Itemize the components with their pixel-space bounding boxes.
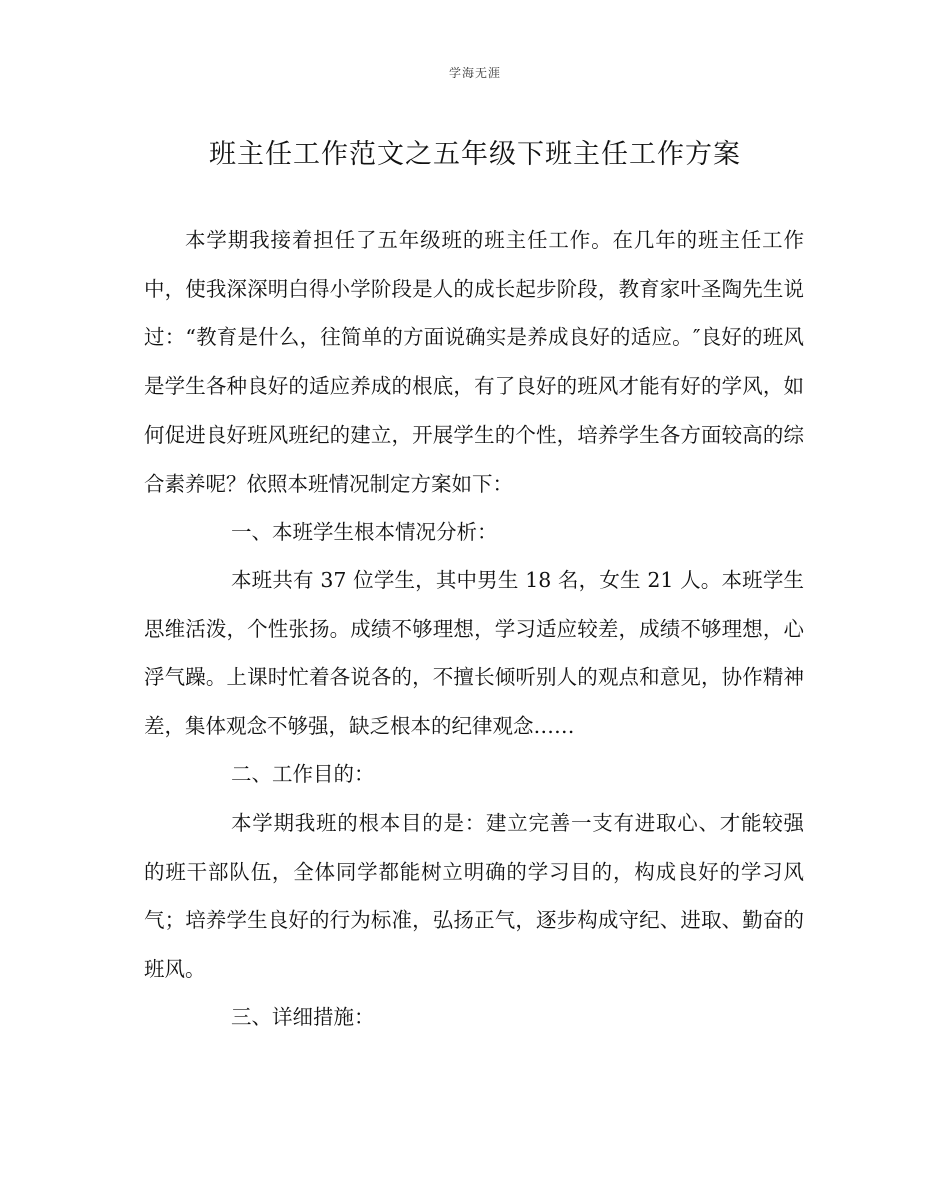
section-paragraph-2: 本学期我班的根本目的是：建立完善一支有进取心、才能较强的班干部队伍，全体同学都能树立明确的学习目的，构成良好的学习风气；培养学生良好的行为标准，弘扬正气，逐步构成守纪、进取、勤奋的班风。 xyxy=(144,811,804,982)
intro-paragraph: 本学期我接着担任了五年级班的班主任工作。在几年的班主任工作中，使我深深明白得小学阶段是人的成长起步阶段，教育家叶圣陶先生说过：“教育是什么，往简单的方面说确实是养成良好的适应。″良好的班风是学生各种良好的适应养成的根底，有了良好的班风才能有好的学风，如何促进良好班风班纪的建立，开展学生的个性，培养学生各方面较高的综合素养呢？依照本班情况制定方案如下： xyxy=(144,228,804,496)
section-paragraph-1: 本班共有 37 位学生，其中男生 18 名，女生 21 人。本班学生思维活泼，个性张扬。成绩不够理想，学习适应较差，成绩不够理想，心浮气躁。上课时忙着各说各的，不擅长倾听别人的观点和意见，协作精神差，集体观念不够强，缺乏根本的纪律观念…… xyxy=(144,568,804,739)
document-title: 班主任工作范文之五年级下班主任工作方案 xyxy=(209,139,741,170)
section-heading-2: 二、工作目的： xyxy=(231,762,375,786)
section-heading-3: 三、详细措施： xyxy=(231,1005,375,1029)
running-header: 学海无涯 xyxy=(448,66,501,80)
section-heading-1: 一、本班学生根本情况分析： xyxy=(231,520,498,544)
